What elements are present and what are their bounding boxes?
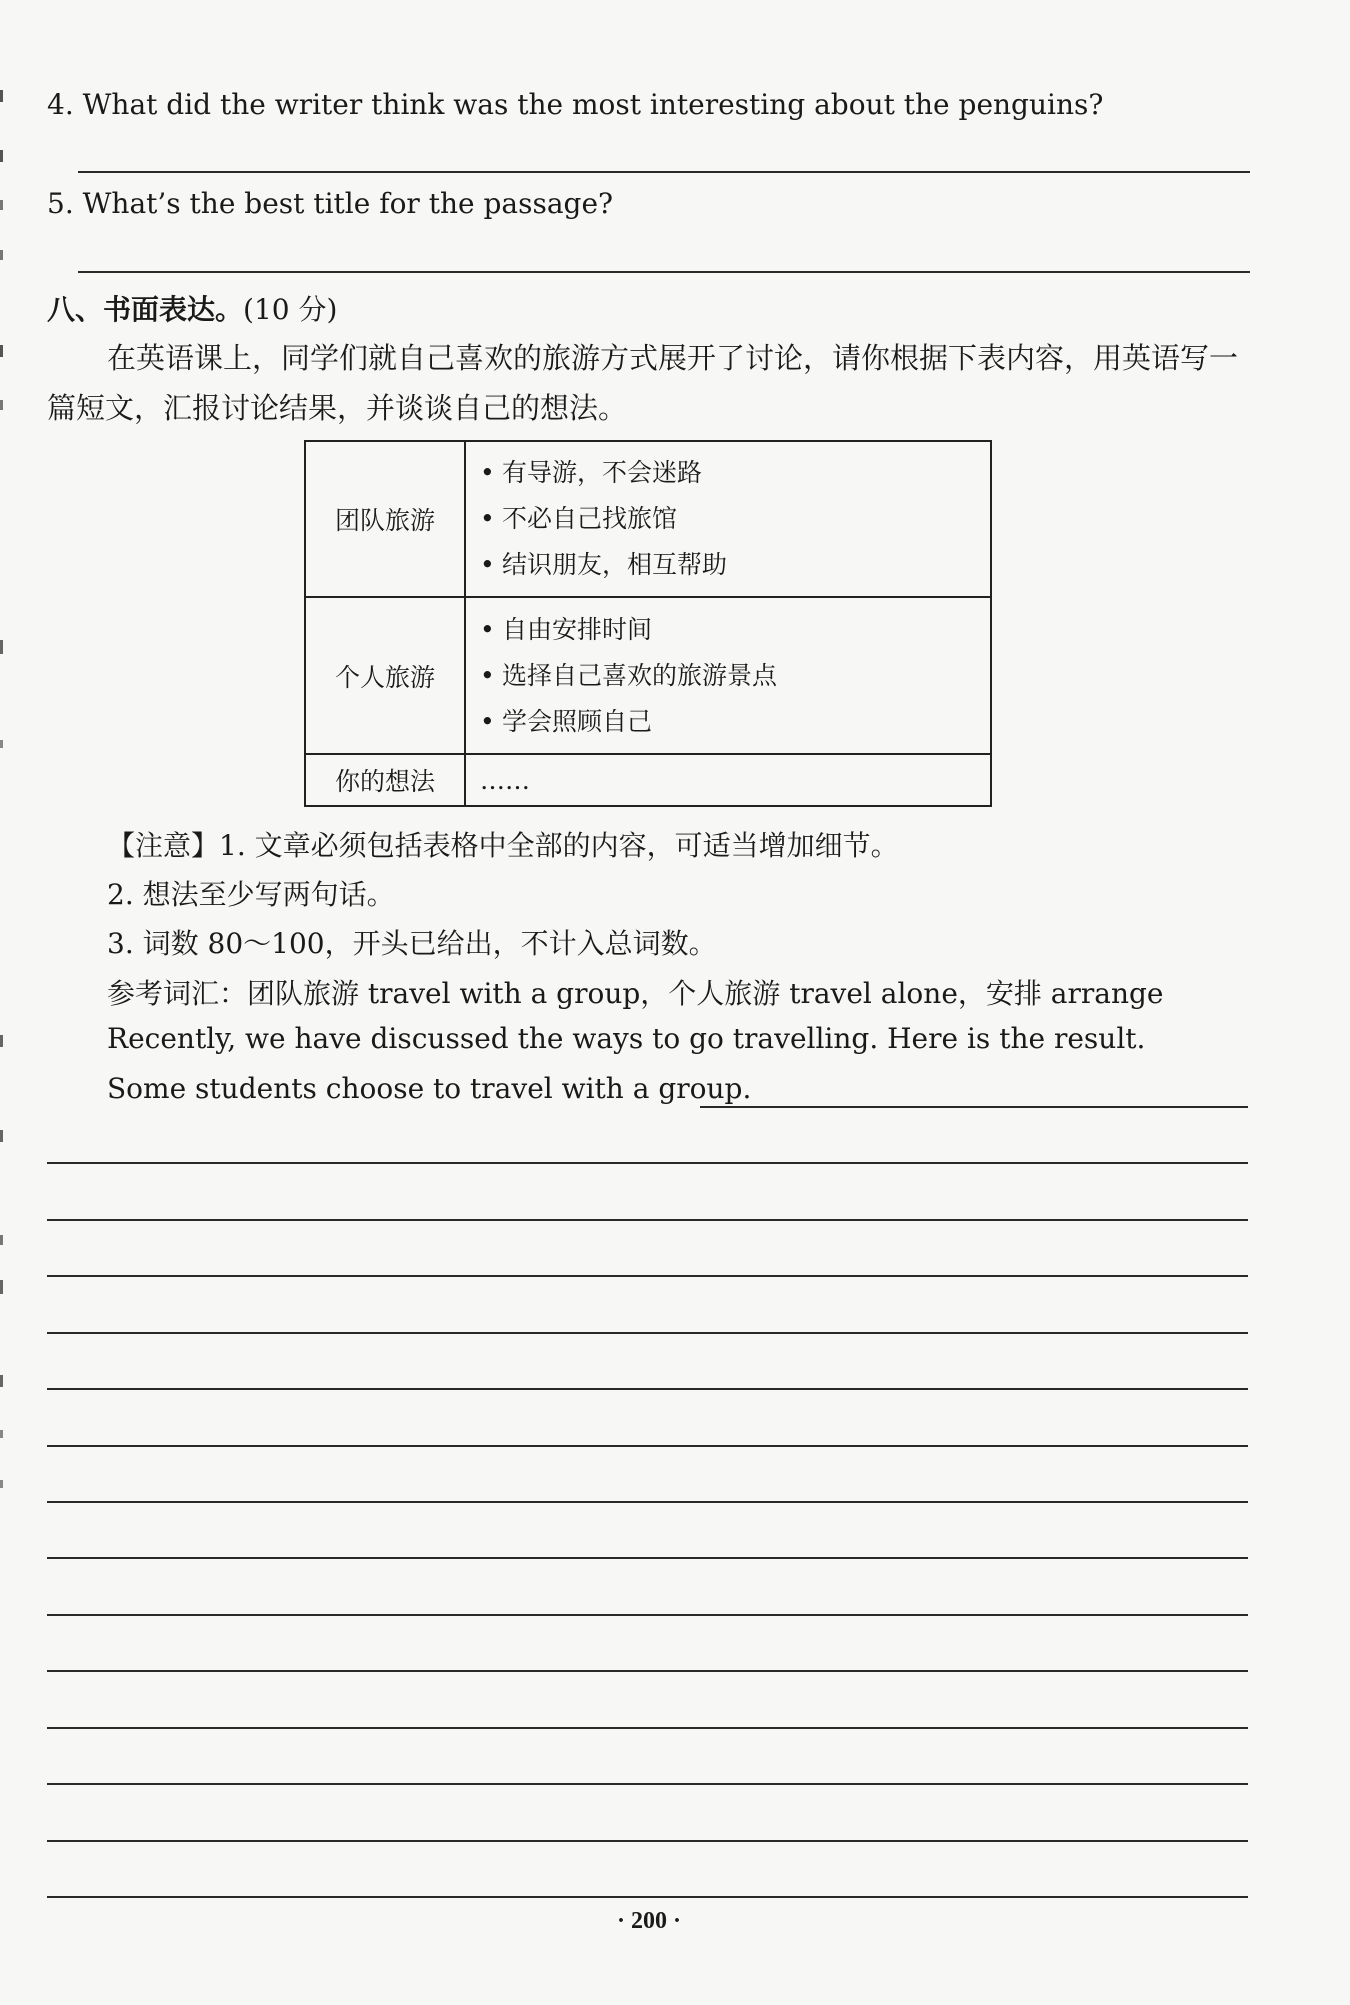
writing-line[interactable] — [47, 1840, 1248, 1842]
bullet-icon: • — [480, 660, 495, 690]
scan-edge-mark — [0, 1375, 3, 1387]
list-item: • 不必自己找旅馆 — [480, 496, 990, 542]
section-score: (10 分) — [243, 293, 338, 326]
writing-line[interactable] — [47, 1275, 1248, 1277]
scan-edge-mark — [0, 1130, 3, 1142]
table-row — [305, 597, 991, 754]
list-item: • 结识朋友，相互帮助 — [480, 542, 990, 588]
bullet-icon: • — [480, 458, 495, 487]
scan-edge-mark — [0, 345, 3, 357]
writing-line[interactable] — [47, 1501, 1248, 1503]
note-2: 2. 想法至少写两句话。 — [107, 878, 395, 911]
writing-line[interactable] — [700, 1106, 1248, 1108]
writing-line[interactable] — [47, 1727, 1248, 1729]
question-5 — [47, 187, 613, 220]
question-text: What did the writer think was the most interesting about the penguins? — [82, 88, 1104, 121]
scan-edge-mark — [0, 150, 3, 162]
scan-edge-mark — [0, 640, 3, 654]
essay-opening-1: Recently, we have discussed the ways to go travelling. Here is the result. — [107, 1022, 1146, 1055]
travel-comparison-table — [304, 440, 992, 807]
scan-edge-mark — [0, 90, 3, 102]
answer-line-4[interactable] — [78, 171, 1250, 173]
page-number: · 200 · — [616, 1908, 681, 1934]
essay-opening-2: Some students choose to travel with a group. — [107, 1072, 752, 1105]
scan-edge-mark — [0, 1035, 3, 1047]
scan-edge-mark — [0, 1235, 3, 1245]
note-1: 【注意】1. 文章必须包括表格中全部的内容，可适当增加细节。 — [107, 829, 899, 862]
writing-line[interactable] — [47, 1783, 1248, 1785]
bullet-icon: • — [480, 706, 495, 736]
row-items: …… — [465, 754, 991, 806]
writing-line[interactable] — [47, 1670, 1248, 1672]
question-number: 4. — [47, 88, 74, 121]
reference-vocabulary: 参考词汇：团队旅游 travel with a group，个人旅游 travel alone，安排 arrange — [107, 977, 1164, 1010]
list-item: • 选择自己喜欢的旅游景点 — [480, 653, 990, 699]
scan-edge-mark — [0, 740, 3, 748]
question-text: What’s the best title for the passage? — [82, 187, 614, 220]
writing-line[interactable] — [47, 1388, 1248, 1390]
section-heading: 八、书面表达。 — [47, 293, 244, 326]
writing-line[interactable] — [47, 1445, 1248, 1447]
writing-line[interactable] — [47, 1219, 1248, 1221]
section-title — [47, 288, 337, 328]
question-4 — [47, 88, 1103, 121]
instruction-line-2: 篇短文，汇报讨论结果，并谈谈自己的想法。 — [47, 391, 628, 425]
table-row — [305, 441, 991, 597]
row-label: 个人旅游 — [305, 597, 465, 754]
question-number: 5. — [47, 187, 74, 220]
writing-line[interactable] — [47, 1332, 1248, 1334]
bullet-icon: • — [480, 550, 495, 579]
scan-edge-mark — [0, 1430, 3, 1438]
list-item: • 自由安排时间 — [480, 607, 990, 653]
list-item: • 学会照顾自己 — [480, 699, 990, 745]
row-items — [465, 441, 991, 597]
row-label: 你的想法 — [305, 754, 465, 806]
writing-line[interactable] — [47, 1557, 1248, 1559]
scan-edge-mark — [0, 200, 3, 210]
note-3: 3. 词数 80～100，开头已给出，不计入总词数。 — [107, 927, 717, 960]
scan-edge-mark — [0, 250, 3, 260]
writing-line[interactable] — [47, 1896, 1248, 1898]
scan-edge-mark — [0, 1280, 3, 1294]
bullet-icon: • — [480, 504, 495, 533]
writing-line[interactable] — [47, 1162, 1248, 1164]
scan-edge-mark — [0, 400, 3, 410]
answer-line-5[interactable] — [78, 271, 1250, 273]
row-items — [465, 597, 991, 754]
writing-line[interactable] — [47, 1614, 1248, 1616]
instruction-line-1: 在英语课上，同学们就自己喜欢的旅游方式展开了讨论，请你根据下表内容，用英语写一 — [107, 341, 1239, 375]
row-label: 团队旅游 — [305, 441, 465, 597]
bullet-icon: • — [480, 614, 495, 644]
scan-edge-mark — [0, 1480, 3, 1488]
table-row — [305, 754, 991, 806]
list-item: • 有导游，不会迷路 — [480, 450, 990, 496]
